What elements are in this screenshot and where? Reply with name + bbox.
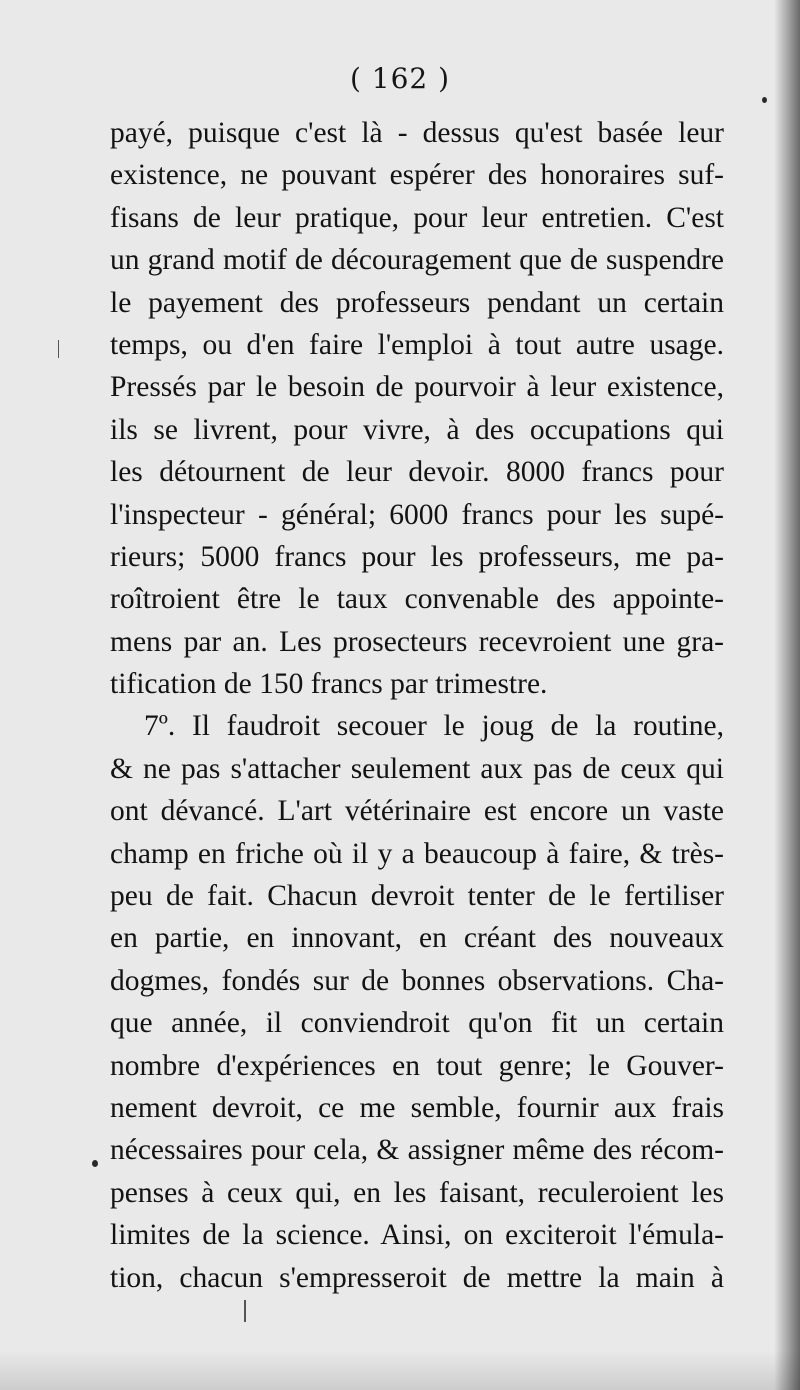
margin-mark bbox=[244, 1300, 246, 1322]
text-line: payé, puisque c'est là - dessus qu'est basée leur bbox=[110, 117, 724, 149]
text-line: ont dévancé. L'art vétérinaire est encore un vaste bbox=[110, 795, 724, 828]
text-line: fisans de leur pratique, pour leur entretien. C'est bbox=[110, 201, 724, 234]
text-line: un grand motif de découragement que de suspendre bbox=[110, 244, 724, 277]
text-line: tion, chacun s'empresseroit de mettre la main à bbox=[110, 1261, 724, 1294]
text-line: existence, ne pouvant espérer des honoraires suf- bbox=[110, 159, 724, 192]
text-line: nécessaires pour cela, & assigner même des récom- bbox=[110, 1134, 724, 1167]
text-line: champ en friche où il y a beaucoup à faire, & très- bbox=[110, 837, 724, 870]
text-line: & ne pas s'attacher seulement aux pas de ceux qui bbox=[110, 752, 724, 785]
margin-mark bbox=[58, 340, 59, 358]
text-line: peu de fait. Chacun devroit tenter de le fertiliser bbox=[110, 880, 724, 913]
text-line: en partie, en innovant, en créant des nouveaux bbox=[110, 922, 724, 955]
text-line: ils se livrent, pour vivre, à des occupations qui bbox=[110, 413, 724, 446]
ink-speck bbox=[92, 1160, 98, 1167]
text-line: nombre d'expériences en tout genre; le Gouver- bbox=[110, 1049, 724, 1082]
text-line: roîtroient être le taux convenable des appointe- bbox=[110, 583, 724, 616]
paragraph-start-line: 7º. Il faudroit secouer le joug de la routine, bbox=[144, 710, 724, 743]
text-line: les détournent de leur devoir. 8000 francs pour bbox=[110, 456, 724, 489]
text-line: l'inspecteur - général; 6000 francs pour les supé- bbox=[110, 498, 724, 531]
ink-speck bbox=[762, 97, 767, 103]
text-line: le payement des professeurs pendant un certain bbox=[110, 286, 724, 319]
text-line: limites de la science. Ainsi, on exciteroit l'émula- bbox=[110, 1219, 724, 1252]
text-line: dogmes, fondés sur de bonnes observations. Cha- bbox=[110, 964, 724, 997]
text-line: temps, ou d'en faire l'emploi à tout autre usage. bbox=[110, 328, 724, 361]
text-line: penses à ceux qui, en les faisant, reculeroient les bbox=[110, 1176, 724, 1209]
text-line: tification de 150 francs par trimestre. bbox=[110, 668, 548, 701]
text-line: mens par an. Les prosecteurs recevroient une gra- bbox=[110, 625, 724, 658]
body-text bbox=[110, 112, 724, 1299]
text-line: Pressés par le besoin de pourvoir à leur existence, bbox=[110, 371, 724, 404]
page-number: ( 162 ) bbox=[349, 62, 451, 95]
text-line: nement devroit, ce me semble, fournir aux frais bbox=[110, 1091, 724, 1124]
text-line: rieurs; 5000 francs pour les professeurs, me pa- bbox=[110, 540, 724, 573]
text-line: que année, il conviendroit qu'on fit un certain bbox=[110, 1007, 724, 1040]
